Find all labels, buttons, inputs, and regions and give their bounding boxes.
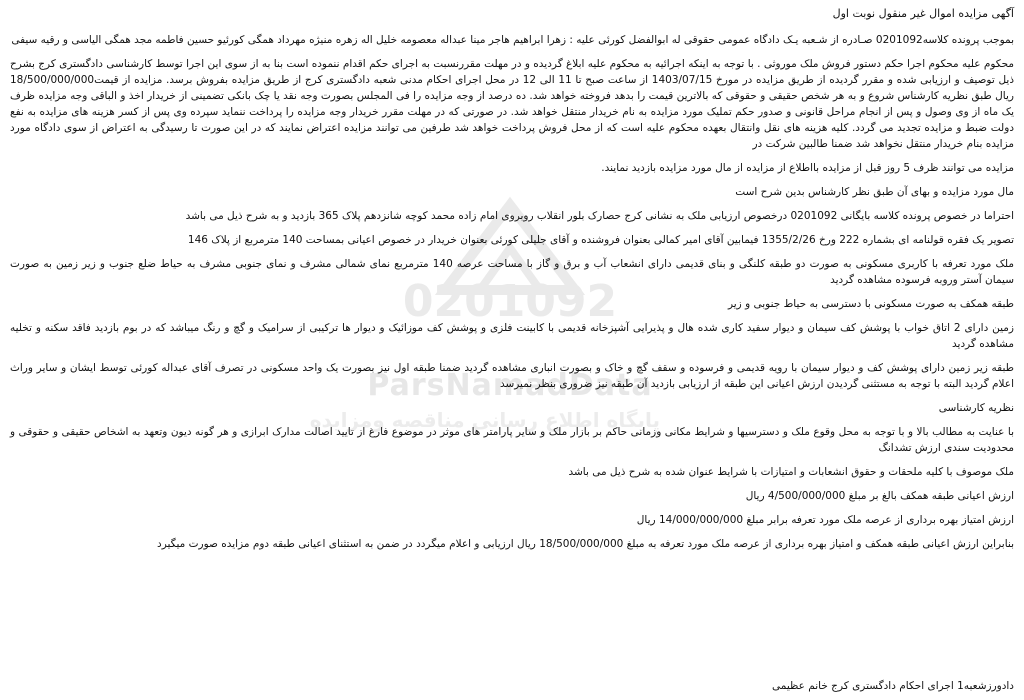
deed-paragraph: تصویر یک فقره قولنامه ای بشماره 222 ورخ 1355/2/26 فیمابین آقای امیر کمالی بعنوان فروشنده و آقای جلیلی کورئی بعنوان خریدار در خصوص اعیانی بمساحت 140 مترمربع از پلاک 146 bbox=[187, 234, 1014, 246]
announcement-title: آگهی مزایده اموال غیر منقول نوبت اول bbox=[832, 7, 1014, 20]
property-heading: مال مورد مزایده و بهای آن طبق نظر کارشناس بدین شرح است bbox=[735, 186, 1014, 198]
signature-footer: دادورزشعبه1 اجرای احکام دادگستری کرج خانم عظیمی bbox=[772, 680, 1014, 692]
ground-floor-paragraph: زمین دارای 2 اتاق خواب با پوشش کف سیمان و دیوار سفید کاری شده هال و پذیرایی آشپزخانه قدیمی با کابینت فلزی و پوشش کف موزائیک و دیوار ها ترکیبی از سرامیک و گچ و رنگ میباشد که در بوم بازدید فاقد سکنه و تخلیه مشاهده گردید bbox=[10, 322, 1014, 350]
ground-floor-value: ارزش اعیانی طبقه همکف بالغ بر مبلغ 4/500/000/000 ریال bbox=[745, 490, 1014, 502]
property-address-paragraph: احتراما در خصوص پرونده کلاسه بایگانی 0201092 درخصوص ارزیابی ملک به نشانی کرج حصارک بلور انقلاب روبروی امام زاده محمد کوچه شانزدهم پلاک 365 بازدید و به شرح ذیل می باشد bbox=[185, 210, 1014, 222]
watermark-tagline: پایگاه اطلاع رسانی مناقصه ومزایده bbox=[309, 408, 660, 432]
watermark-number: 0201092 bbox=[402, 276, 618, 327]
expert-opinion-heading: نظریه کارشناسی bbox=[938, 402, 1014, 414]
auction-terms-paragraph: محکوم علیه محکوم اجرا حکم دستور فروش ملک موروثی . با توجه به اینکه اجرائیه به محکوم علیه ابلاغ گردیده و در مهلت مقررنسبت به اجرای حکم اقدام ننموده است بنا به از سوی این اجرا توسط کارشناسی دادگستری کرج بشرح ذیل توصیف و ارزیابی شده و مقرر گردیده از طریق مزایده در مورخ 1403/07/15 از ساعت صبح تا 11 الی 12 در محل اجرای احکام مدنی شعبه دادگستری کرج از طریق مزایده بفروش برسد. مزایده از قیمت18/500/000/000 ریال طبق نظریه کارشناس شروع و به هر شخص حقیقی و حقوقی که بالاترین قیمت را بدهد فروخته خواهد شد. ده درصد از وجه مزایده را فی المجلس بصورت وجه نقد یا چک بانکی تضمینی از خریدار اخذ و الباقی وجه مزایده ظرف یک ماه از وی وصول و پس از انجام مراحل قانونی و صدور حکم تملیک مورد مزایده به نام خریدار منتقل خواهد شد. در صورتی که در مهلت مقرر خریدار وجه مزایده را پرداخت ننماید سپرده وی پس از کسر هزینه های مزایده به نفع دولت ضبط و مزایده تجدید می گردد. کلیه هزینه های نقل وانتقال بعهده محکوم علیه است که از محل فروش پرداخت خواهد شد طرفین می توانند مزایده اعتراض نمایند که در این صورت تا رسیدگی به اعتراض از سوی دادگاه مورد مزایده بنام خریدار منتقل نخواهد شد ضمنا طالبین شرکت در bbox=[10, 58, 1015, 150]
announcement-body bbox=[10, 6, 1014, 560]
land-right-value: ارزش امتیاز بهره برداری از عرصه ملک مورد تعرفه برابر مبلغ 14/000/000/000 ریال bbox=[636, 514, 1014, 526]
ground-floor-heading: طبقه همکف به صورت مسکونی با دسترسی به حیاط جنوبی و زیر bbox=[727, 298, 1014, 310]
visit-notice-paragraph: مزایده می توانند ظرف 5 روز قبل از مزایده بااطلاع از مزایده از مال مورد مزایده بازدید نمایند. bbox=[601, 162, 1014, 174]
building-description-paragraph: ملک مورد تعرفه با کاربری مسکونی به صورت دو طبقه کلنگی و بنای قدیمی دارای انشعاب آب و برق و گاز با مساحت عرصه 140 مترمربع نمای شمالی مشرف و نمای جنوبی مشرف به حیاط ضلع جنوب و زیر زمین به صورت سیمان آستر وروبه فرسوده مشاهده گردید bbox=[10, 258, 1015, 286]
case-parties-paragraph: بموجب پرونده کلاسه0201092 صـادره از شـعبه یـک دادگاه عمومی حقوقی له ابوالفضل کورئی علیه : زهرا ابراهیم هاجر مینا عبداله معصومه خلیل اله زهره منیژه مهرداد همگی کورئیو حسین فاطمه مجد همگی الیاسی و رقیه سیفی bbox=[11, 34, 1014, 46]
expert-opinion-paragraph: با عنایت به مطالب بالا و با توجه به محل وقوع ملک و دسترسیها و شرایط مکانی وزمانی حاکم بر بازار ملک و سایر پارامتر های موثر در موضوع فارغ از تایید اصالت مدارک ابرازی و هر گونه دیون وتعهد به اشخاص حقیقی و حقوقی و محدودیت سندی ارزش تشدانگ bbox=[10, 426, 1014, 454]
total-value-paragraph: بنابراین ارزش اعیانی طبقه همکف و امتیاز بهره برداری از عرصه ملک مورد تعرفه به مبلغ 18/500/000/000 ریال ارزیابی و اعلام میگردد در ضمن به استثنای اعیانی طبقه دوم مزایده صورت میگیرد bbox=[157, 538, 1014, 550]
watermark-brand: ParsNamadData bbox=[367, 368, 653, 403]
property-rights-paragraph: ملک موصوف با کلیه ملحقات و حقوق انشعابات و امتیازات با شرایط عنوان شده به شرح ذیل می باشد bbox=[568, 466, 1014, 478]
basement-paragraph: طبقه زیر زمین دارای پوشش کف و دیوار سیمان با رویه قدیمی و فرسوده و سقف گچ و خاک و بصورت انباری مشاهده گردید ضمنا طبقه اول نیز بصورت یک واحد مسکونی در تصرف آقای عبداله کورئی توسط ایشان و سایر وراث اعلام گردید البته با توجه به مستثنی گردیدن ارزش اعیانی این طبقه از ارزیابی بازدید آن طبقه نیز ضروری بنظر نمیرسد bbox=[10, 362, 1014, 390]
